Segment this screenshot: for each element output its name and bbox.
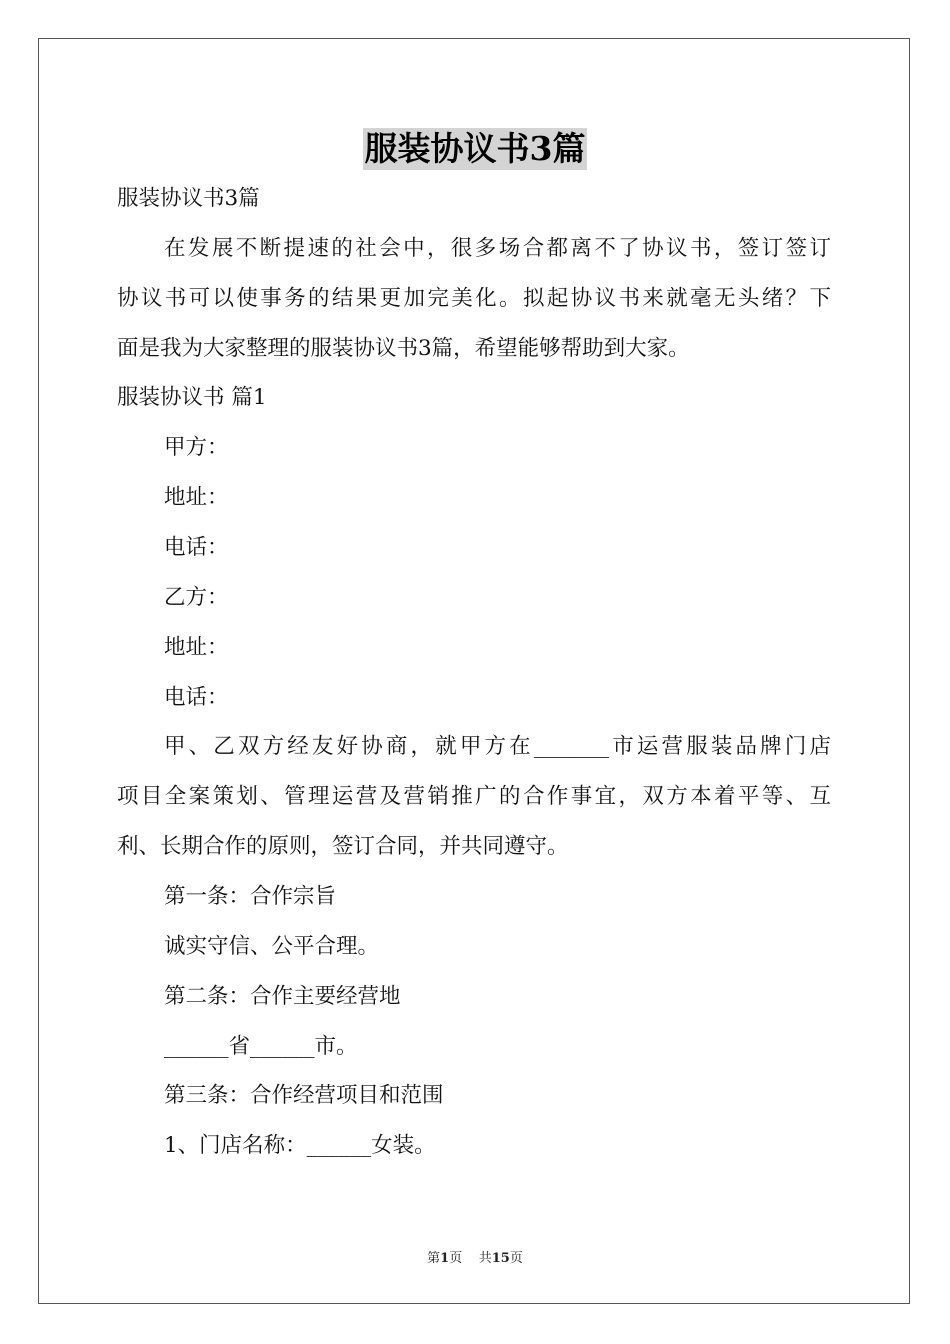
title-container [0, 128, 950, 170]
subtitle: 服装协议书3篇 [117, 186, 260, 211]
footer-total-number: 15 [491, 1251, 510, 1266]
footer-total-label: 共 [478, 1251, 492, 1266]
article-3-item-1: 1、门店名称：______女装。 [164, 1133, 436, 1158]
party-b-label: 乙方： [164, 585, 229, 610]
article-2-title: 第二条：合作主要经营地 [164, 984, 401, 1009]
footer-page-label: 第 [427, 1251, 441, 1266]
page-footer [0, 1247, 950, 1266]
intro-line-3: 面是我为大家整理的服装协议书3篇，希望能够帮助到大家。 [117, 336, 690, 361]
footer-page-unit: 页 [449, 1251, 463, 1266]
party-b-address-label: 地址： [164, 635, 229, 660]
footer-page-number: 1 [440, 1251, 450, 1266]
article-1-body: 诚实守信、公平合理。 [164, 934, 380, 959]
page-border [38, 38, 910, 1304]
intro-line-2: 协议书可以使事务的结果更加完美化。拟起协议书来就毫无头绪？下 [117, 286, 831, 311]
article-3-title: 第三条：合作经营项目和范围 [164, 1083, 444, 1108]
agreement-line-3: 利、长期合作的原则，签订合同，并共同遵守。 [117, 834, 569, 859]
document-title: 服装协议书3篇 [364, 129, 586, 168]
article-1-title: 第一条：合作宗旨 [164, 884, 337, 909]
party-b-phone-label: 电话： [164, 685, 229, 710]
article-2-body: ______省______市。 [164, 1034, 358, 1059]
party-a-address-label: 地址： [164, 485, 229, 510]
intro-line-1: 在发展不断提速的社会中，很多场合都离不了协议书，签订签订 [164, 236, 831, 261]
footer-total-unit: 页 [509, 1251, 523, 1266]
party-a-phone-label: 电话： [164, 535, 229, 560]
section-heading: 服装协议书 篇1 [117, 385, 267, 410]
agreement-line-2: 项目全案策划、管理运营及营销推广的合作事宜，双方本着平等、互 [117, 784, 831, 809]
party-a-label: 甲方： [164, 435, 229, 460]
agreement-line-1: 甲、乙双方经友好协商，就甲方在_______市运营服装品牌门店 [164, 734, 831, 759]
